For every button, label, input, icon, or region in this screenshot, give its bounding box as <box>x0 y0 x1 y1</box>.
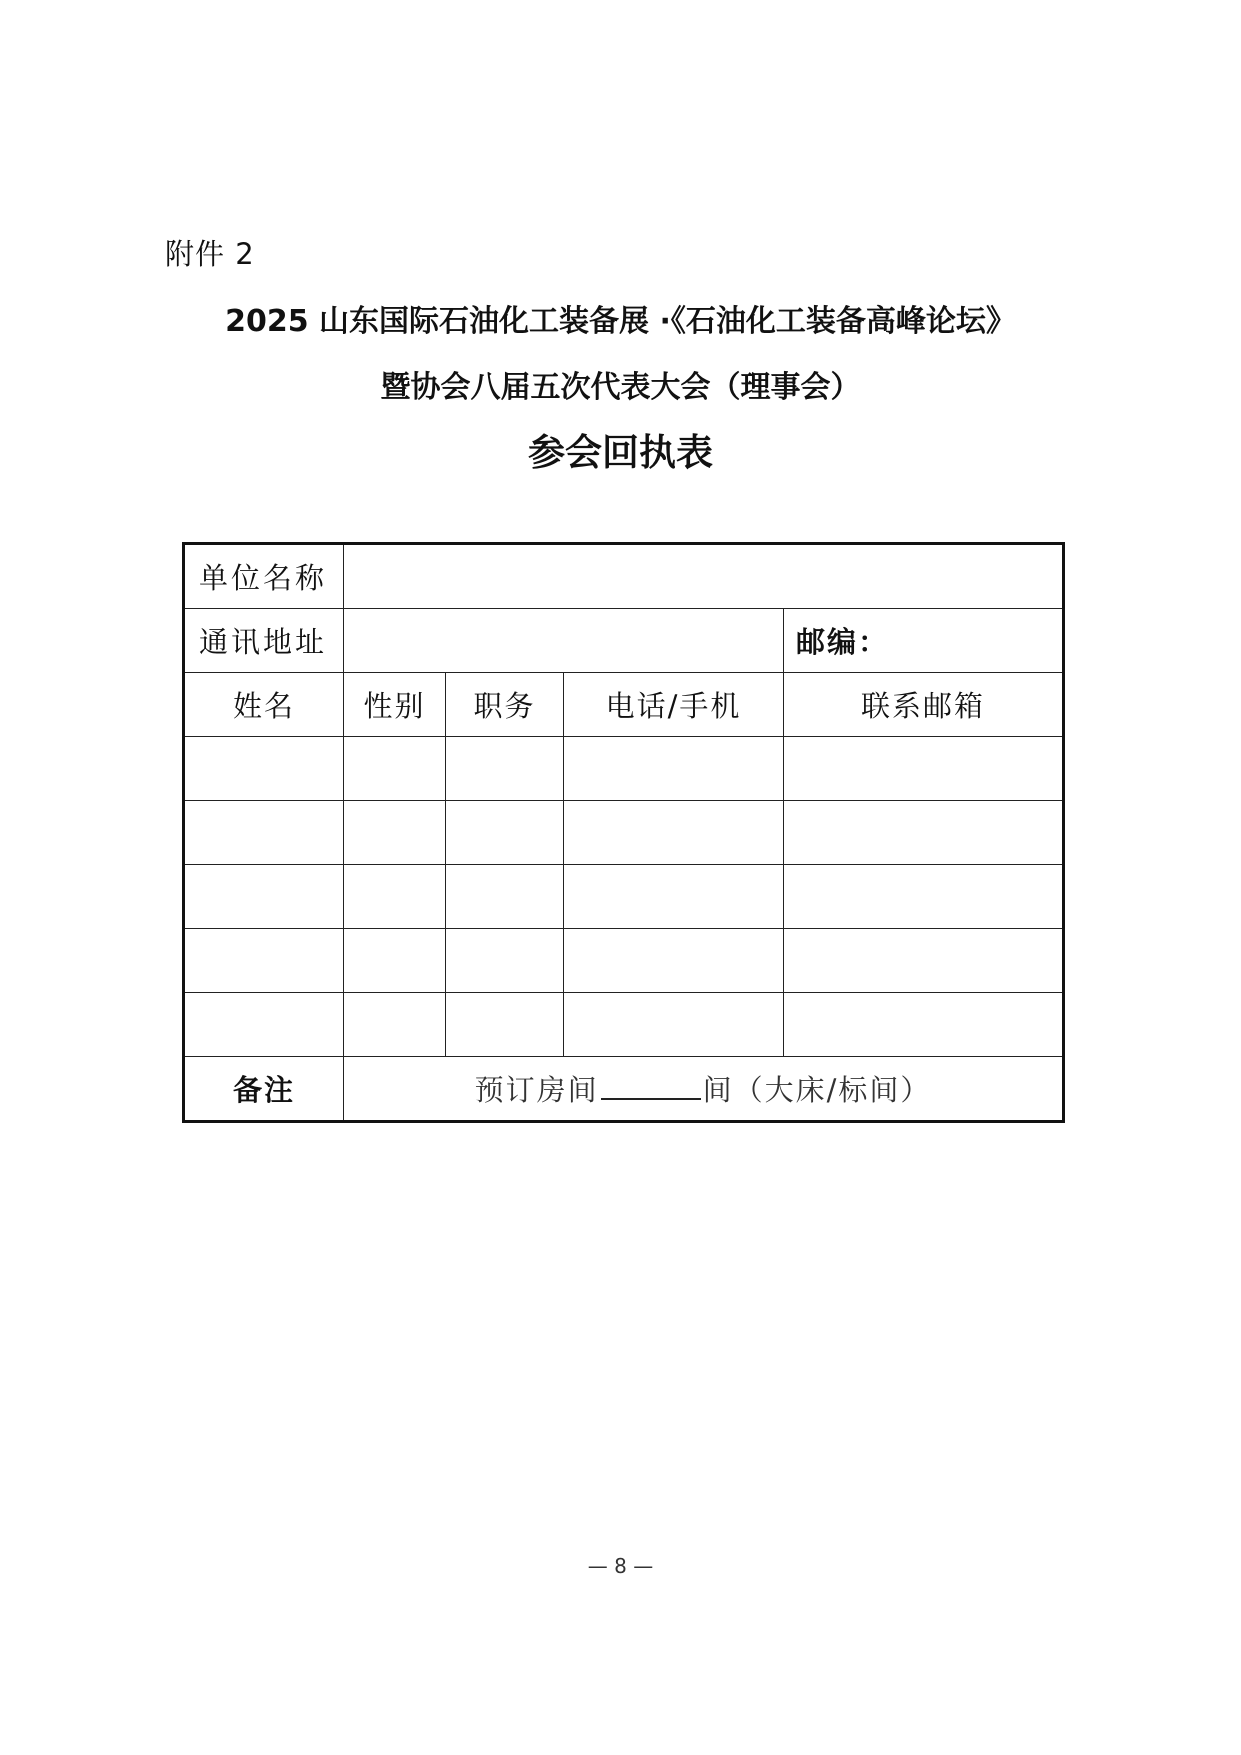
attendee-position-cell[interactable] <box>446 993 564 1057</box>
attendee-row <box>184 865 1064 929</box>
room-booking-suffix: 间（大床/标间） <box>702 1073 932 1107</box>
page-number: — 8 — <box>587 1554 654 1578</box>
column-header-row <box>184 673 1064 737</box>
unit-name-row <box>184 544 1064 609</box>
form-title: 参会回执表 <box>528 431 713 474</box>
attendee-email-cell[interactable] <box>784 801 1064 865</box>
remark-label: 备注 <box>184 1057 344 1122</box>
address-row <box>184 609 1064 673</box>
title-line-1: 2025 山东国际石油化工装备展 ·《石油化工装备高峰论坛》 <box>225 304 1016 339</box>
attendee-row <box>184 801 1064 865</box>
attendee-gender-cell[interactable] <box>344 865 446 929</box>
postal-code-field[interactable]: 邮编： <box>784 609 1064 673</box>
attendee-phone-cell[interactable] <box>564 929 784 993</box>
attendee-position-cell[interactable] <box>446 801 564 865</box>
header-name: 姓名 <box>184 673 344 737</box>
address-label: 通讯地址 <box>184 609 344 673</box>
attendee-phone-cell[interactable] <box>564 865 784 929</box>
attendee-name-cell[interactable] <box>184 865 344 929</box>
remark-row <box>184 1057 1064 1122</box>
registration-form-table <box>182 542 1065 1123</box>
attendee-phone-cell[interactable] <box>564 801 784 865</box>
attendee-name-cell[interactable] <box>184 929 344 993</box>
attendee-gender-cell[interactable] <box>344 737 446 801</box>
header-position: 职务 <box>446 673 564 737</box>
attendee-position-cell[interactable] <box>446 865 564 929</box>
attendee-row <box>184 929 1064 993</box>
room-booking-cell <box>344 1057 1064 1122</box>
room-booking-prefix: 预订房间 <box>474 1073 599 1107</box>
attendee-position-cell[interactable] <box>446 929 564 993</box>
attendee-row <box>184 737 1064 801</box>
attendee-email-cell[interactable] <box>784 737 1064 801</box>
attendee-gender-cell[interactable] <box>344 929 446 993</box>
room-count-blank[interactable] <box>601 1074 701 1100</box>
attendee-name-cell[interactable] <box>184 737 344 801</box>
attendee-phone-cell[interactable] <box>564 737 784 801</box>
attachment-label: 附件 2 <box>165 237 255 271</box>
attendee-name-cell[interactable] <box>184 993 344 1057</box>
attendee-phone-cell[interactable] <box>564 993 784 1057</box>
attendee-row <box>184 993 1064 1057</box>
unit-name-label: 单位名称 <box>184 544 344 609</box>
attendee-gender-cell[interactable] <box>344 993 446 1057</box>
address-field[interactable] <box>344 609 784 673</box>
attendee-email-cell[interactable] <box>784 929 1064 993</box>
attendee-email-cell[interactable] <box>784 993 1064 1057</box>
unit-name-field[interactable] <box>344 544 1064 609</box>
attendee-email-cell[interactable] <box>784 865 1064 929</box>
title-line-2: 暨协会八届五次代表大会（理事会） <box>380 370 861 405</box>
header-email: 联系邮箱 <box>784 673 1064 737</box>
attendee-gender-cell[interactable] <box>344 801 446 865</box>
header-phone: 电话/手机 <box>564 673 784 737</box>
header-gender: 性别 <box>344 673 446 737</box>
attendee-name-cell[interactable] <box>184 801 344 865</box>
attendee-position-cell[interactable] <box>446 737 564 801</box>
